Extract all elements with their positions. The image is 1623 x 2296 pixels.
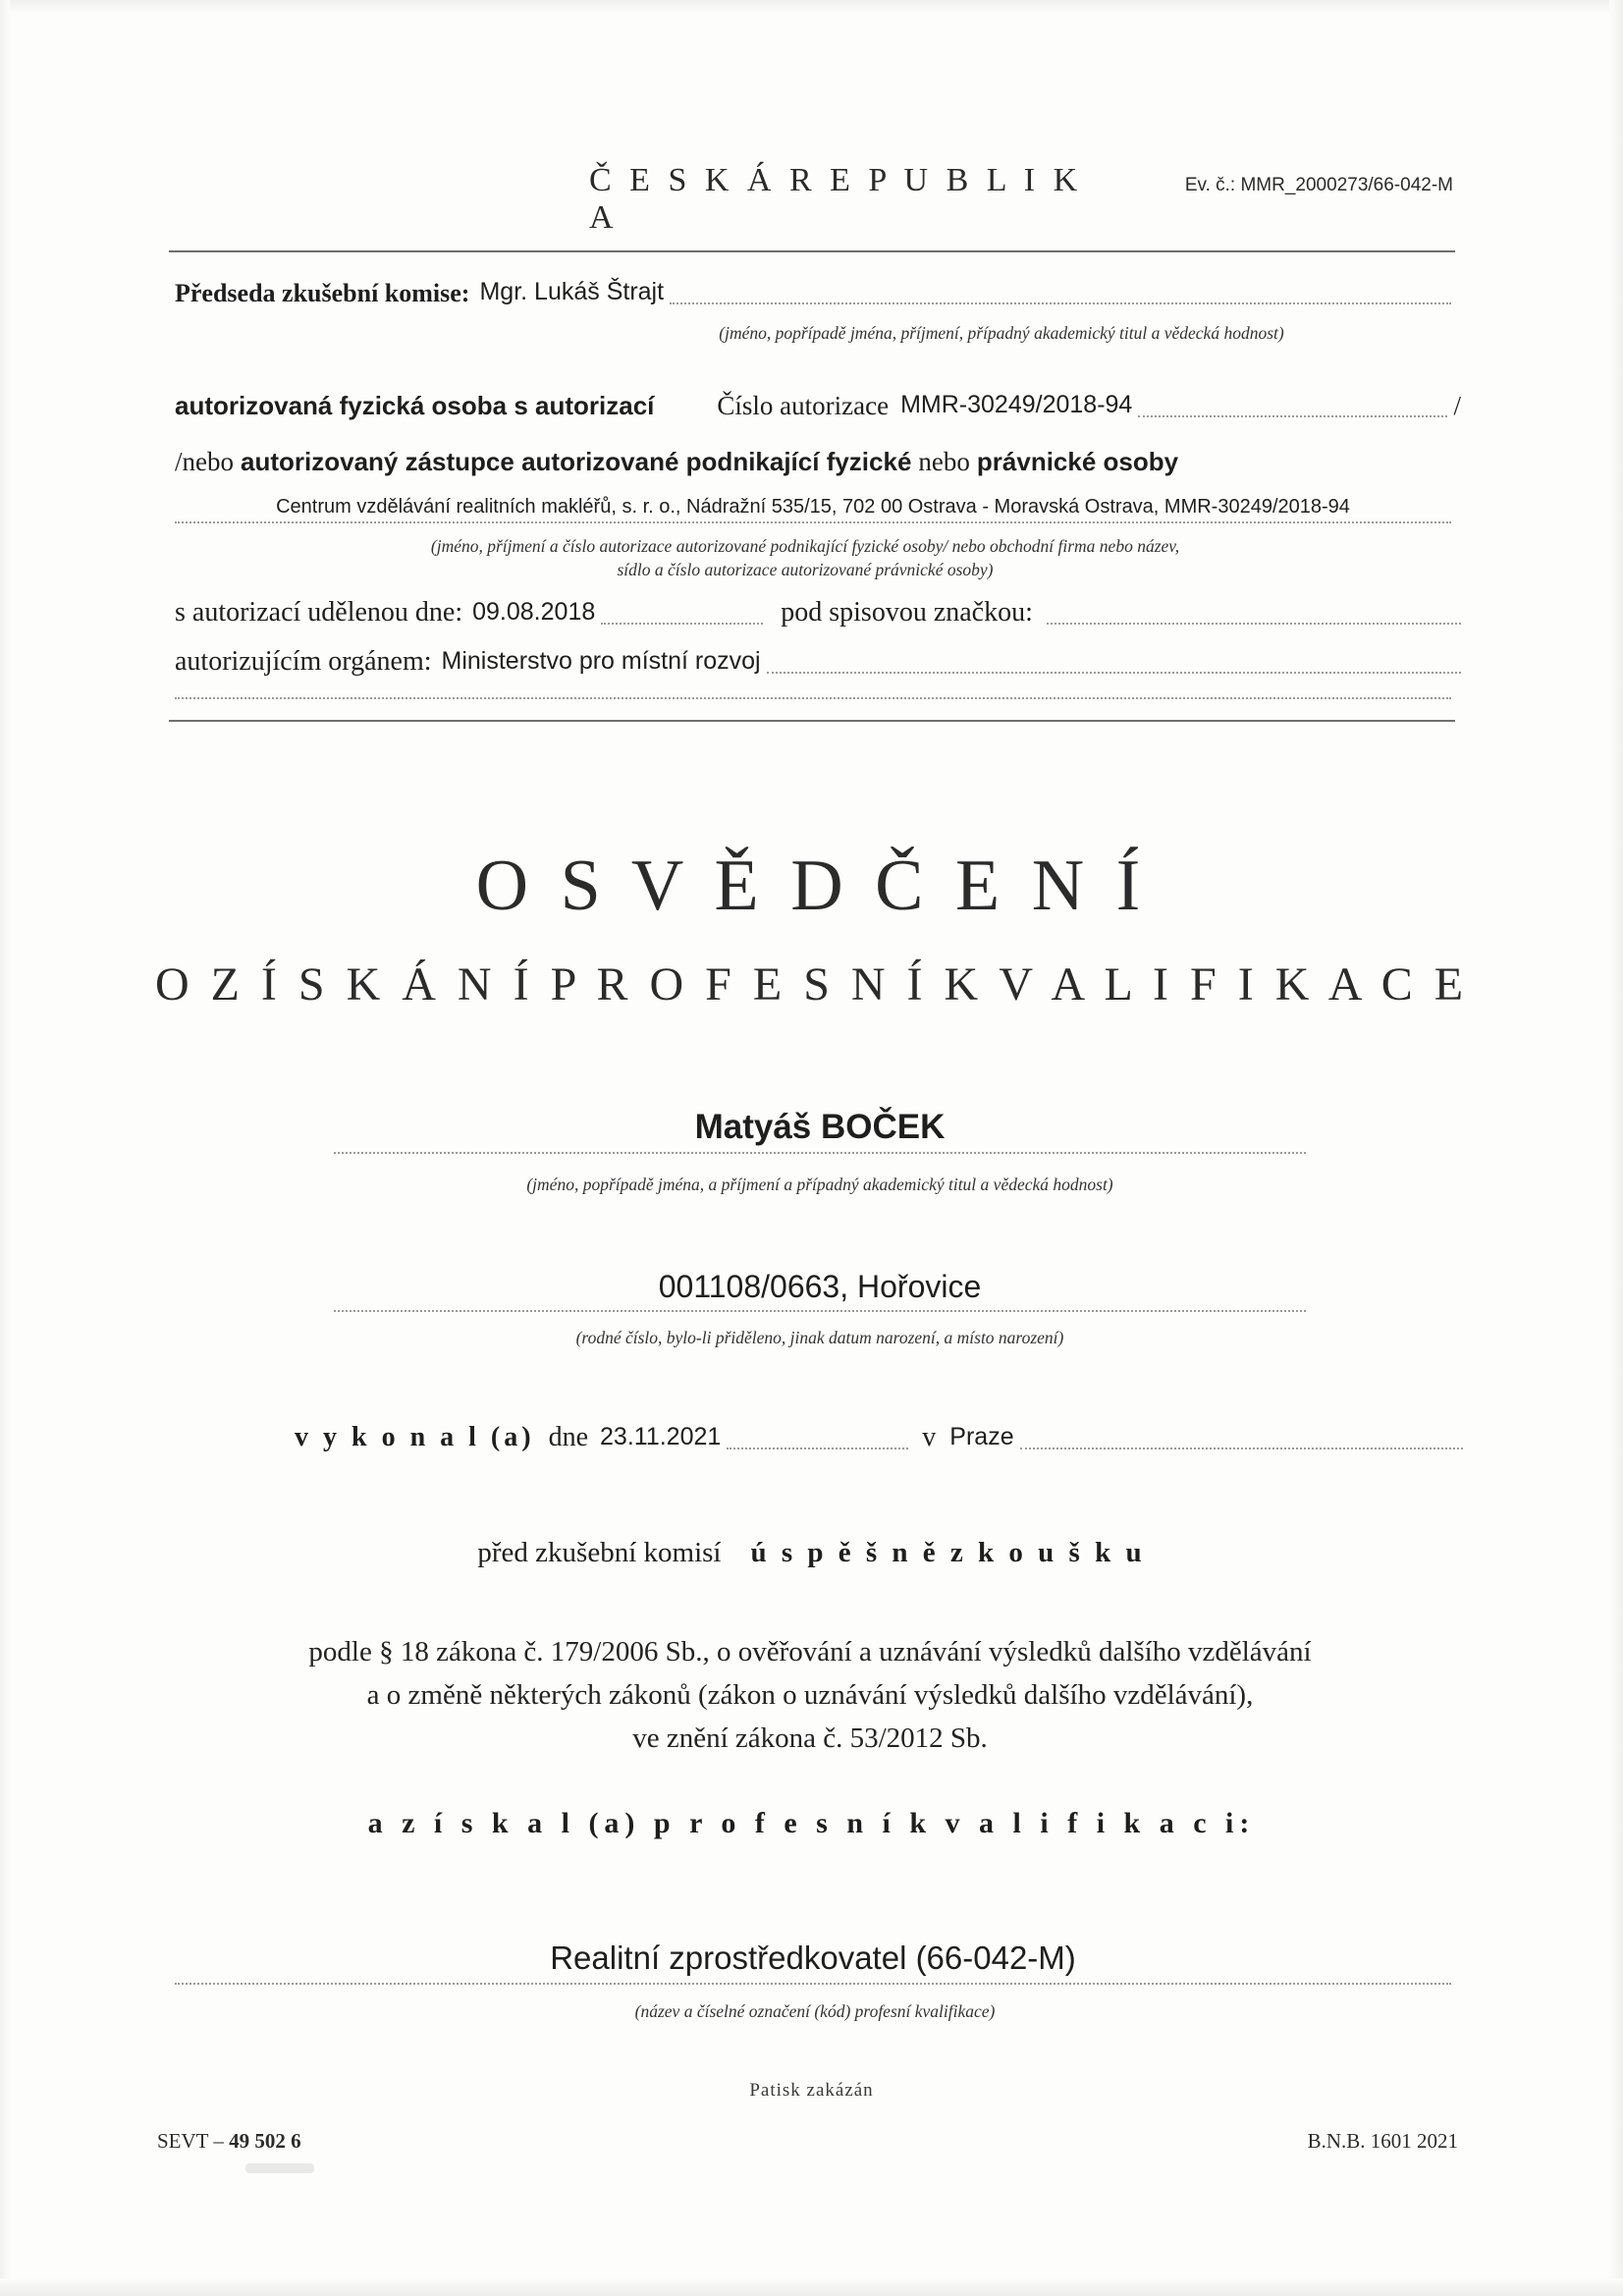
chair-value: Mgr. Lukáš Štrajt xyxy=(479,278,665,305)
or-plain-middle: nebo xyxy=(918,447,970,476)
person-birth-caption: (rodné číslo, bylo-li přiděleno, jinak datum narození, a místo narození) xyxy=(575,1328,1064,1347)
header-divider-top xyxy=(169,250,1455,252)
scan-edge-right xyxy=(1609,0,1623,2296)
country-title: Č E S K Á R E P U B L I K A xyxy=(589,162,1083,236)
evidence-number: Ev. č.: MMR_2000273/66-042-M xyxy=(1184,175,1453,195)
chair-caption: (jméno, popřípadě jména, příjmení, případný akademický titul a vědecká hodnost) xyxy=(719,323,1284,343)
form-code-right: B.N.B. 1601 2021 xyxy=(1307,2129,1458,2153)
or-bold-second: právnické osoby xyxy=(976,447,1179,476)
person-name-caption: (jméno, popřípadě jména, a příjmení a případný akademický titul a vědecká hodnost) xyxy=(526,1175,1113,1194)
exam-date-dotted-line xyxy=(727,1448,908,1449)
granted-label: s autorizací udělenou dne: xyxy=(175,597,463,628)
file-mark-label: pod spisovou značkou: xyxy=(781,597,1033,628)
exam-performed-row xyxy=(295,1422,1463,1453)
header-divider-bottom xyxy=(169,720,1455,722)
header-tail-row xyxy=(175,697,1451,699)
exam-place-value: Praze xyxy=(949,1423,1014,1450)
authorizing-authority-row xyxy=(175,646,1461,678)
before-commission-label: před zkušební komisí xyxy=(477,1537,722,1568)
person-name-value: Matyáš BOČEK xyxy=(694,1108,946,1146)
exam-performed-label: v y k o n a l (a) xyxy=(295,1422,535,1452)
authorization-granted-row xyxy=(175,597,1461,629)
scan-edge-left xyxy=(0,0,10,2296)
legal-line-1: podle § 18 zákona č. 179/2006 Sb., o ověřování a uznávání výsledků dalšího vzdělávání xyxy=(308,1636,1312,1667)
company-dotted-line xyxy=(175,521,1451,523)
company-row xyxy=(175,496,1451,523)
exam-date-value: 23.11.2021 xyxy=(600,1423,722,1450)
granted-date-dotted-line xyxy=(601,623,763,625)
form-code-left xyxy=(157,2129,301,2154)
document-title: O S V Ě D Č E N Í xyxy=(475,846,1148,926)
qualification-dotted-line xyxy=(175,1983,1451,1985)
person-name-dotted-line xyxy=(334,1152,1306,1154)
chair-label: Předseda zkušební komise: xyxy=(175,279,470,307)
or-representative-row xyxy=(175,447,1461,477)
authorization-number-dotted-line xyxy=(1138,415,1447,417)
authority-value: Ministerstvo pro místní rozvoj xyxy=(441,647,761,675)
authority-label: autorizujícím orgánem: xyxy=(175,646,432,677)
qualification-value: Realitní zprostředkovatel (66-042-M) xyxy=(550,1940,1076,1976)
or-bold-first: autorizovaný zástupce autorizované podnikající fyzické xyxy=(241,447,912,476)
company-caption xyxy=(226,535,1384,581)
form-code-prefix: SEVT – xyxy=(157,2129,224,2153)
person-name-row xyxy=(334,1108,1306,1154)
header-tail-dotted-line xyxy=(175,697,1451,699)
granted-date-value: 09.08.2018 xyxy=(472,598,596,626)
company-value: Centrum vzdělávání realitních makléřů, s. r. o., Nádražní 535/15, 702 00 Ostrava - Moravská Ostrava, MMR-30249/2018-94 xyxy=(276,496,1350,518)
scan-smudge xyxy=(245,2163,314,2173)
person-birth-dotted-line xyxy=(334,1310,1306,1312)
form-code-number: 49 502 6 xyxy=(229,2129,301,2153)
qualification-caption: (název a číselné označení (kód) profesní kvalifikace) xyxy=(634,2001,996,2021)
company-caption-line2: sídlo a číslo autorizace autorizované právnické osoby) xyxy=(617,559,994,579)
successfully-exam-text: ú s p ě š n ě z k o u š k u xyxy=(750,1537,1146,1568)
or-prefix: /nebo xyxy=(175,447,234,476)
exam-place-dotted-line xyxy=(1020,1448,1463,1449)
authorization-number-label: Číslo autorizace xyxy=(717,391,890,420)
chair-dotted-line xyxy=(670,302,1451,304)
file-mark-dotted-line xyxy=(1047,623,1461,625)
person-birth-row xyxy=(334,1269,1306,1312)
authorized-person-row xyxy=(175,391,1461,421)
company-caption-line1: (jméno, příjmení a číslo autorizace autorizované podnikající fyzické osoby/ nebo obchodní firma nebo název, xyxy=(430,536,1180,556)
scan-edge-top xyxy=(0,0,1623,14)
legal-reference xyxy=(147,1630,1473,1760)
legal-line-3: ve znění zákona č. 53/2012 Sb. xyxy=(632,1722,988,1755)
authorization-number-value: MMR-30249/2018-94 xyxy=(900,391,1133,418)
exam-date-label: dne xyxy=(548,1422,589,1452)
document-header xyxy=(167,162,1453,237)
slash-separator: / xyxy=(1453,391,1461,420)
qualification-obtained-label: a z í s k a l (a) p r o f e s n í k v a l i f i k a c i: xyxy=(367,1807,1256,1839)
authority-dotted-line xyxy=(767,672,1461,674)
legal-line-2: a o změně některých zákonů (zákon o uznávání výsledků dalšího vzdělávání), xyxy=(366,1679,1254,1712)
chair-row xyxy=(175,278,1451,308)
authorized-person-label: autorizovaná fyzická osoba s autorizací xyxy=(175,391,655,420)
no-reprint-notice: Patisk zakázán xyxy=(749,2080,874,2101)
document-subtitle: O Z Í S K Á N Í P R O F E S N Í K V A L I F I K A C E xyxy=(154,958,1469,1011)
qualification-row xyxy=(175,1940,1451,1985)
scan-edge-bottom xyxy=(0,2278,1623,2296)
before-commission-row xyxy=(0,1537,1623,1569)
person-birth-value: 001108/0663, Hořovice xyxy=(658,1269,982,1304)
exam-place-label: v xyxy=(922,1422,937,1452)
